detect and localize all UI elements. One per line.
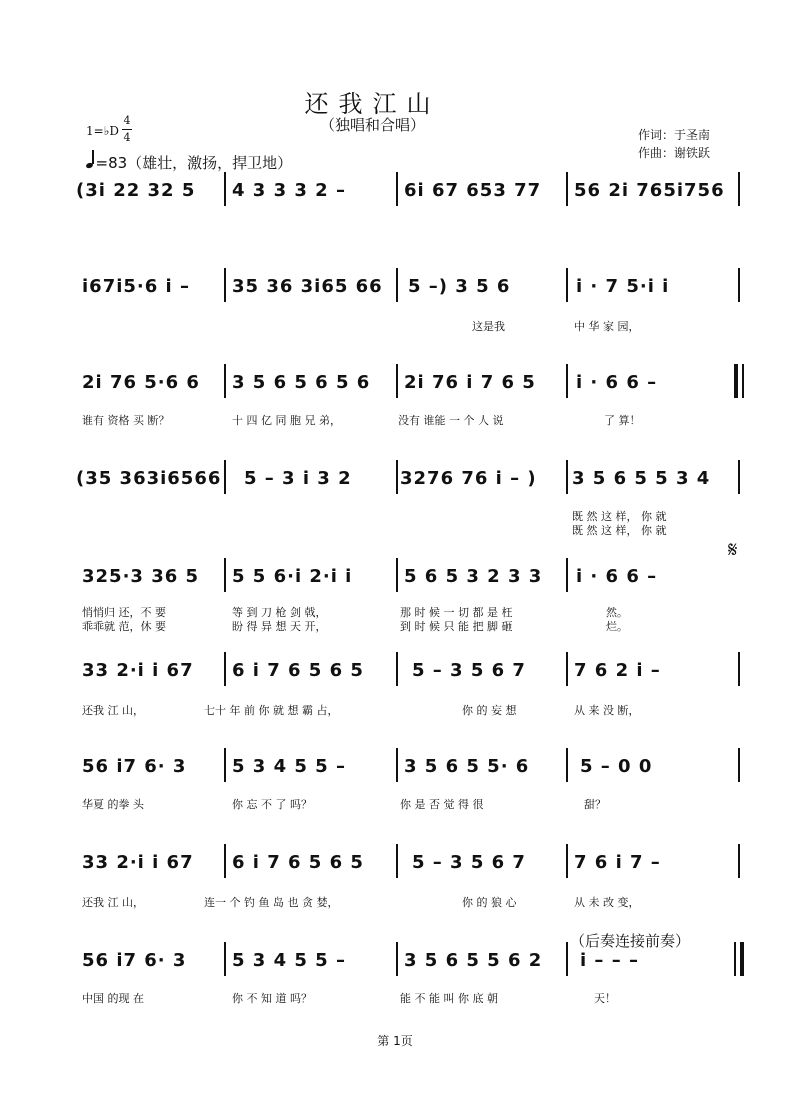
measure: 3276 76 i – ): [400, 468, 537, 489]
time-signature: [122, 114, 132, 145]
end-repeat-thin: [734, 942, 736, 976]
lyric: 能 不 能 叫 你 底 朝: [400, 992, 498, 1005]
lyric: 甜？: [584, 798, 606, 811]
measure: i – – –: [580, 950, 639, 971]
bar-line: [224, 268, 226, 302]
measure: (35 363i6566: [76, 468, 222, 489]
tempo-marking: [86, 152, 292, 173]
lyric: 七十 年 前 你 就 想 霸 占，: [204, 704, 339, 717]
measure: 5 3 4 5 5 –: [232, 756, 346, 777]
bar-line: [566, 652, 568, 686]
measure: 33 2·i i 67: [82, 852, 194, 873]
measure: 56 i7 6· 3: [82, 950, 187, 971]
lyric: 华夏 的拳 头: [82, 798, 144, 811]
measure: 325·3 36 5: [82, 566, 200, 587]
bar-line: [224, 364, 226, 398]
lyric: 你 是 否 觉 得 很: [400, 798, 484, 811]
bar-line: [738, 844, 740, 878]
lyric: 你 忘 不 了 吗？: [232, 798, 312, 811]
lyric: 这是我: [472, 320, 505, 333]
measure: 3 5 6 5 5· 6: [404, 756, 530, 777]
meter-top: 4: [123, 114, 131, 127]
lyric: 盼 得 异 想 天 开，: [232, 620, 327, 633]
measure: 5 – 3 5 6 7: [412, 660, 526, 681]
measure: i · 7 5·i i: [576, 276, 670, 297]
bar-line: [396, 748, 398, 782]
lyric: 烂。: [606, 620, 628, 633]
measure: 3 5 6 5 6 5 6: [232, 372, 371, 393]
bar-line: [396, 558, 398, 592]
bar-line: [738, 172, 740, 206]
measure: 5 – 3 5 6 7: [412, 852, 526, 873]
segno-icon: 𝄋: [728, 538, 738, 563]
lyric: 既 然 这 样， 你 就: [572, 524, 667, 537]
measure: 33 2·i i 67: [82, 660, 194, 681]
bar-line: [738, 460, 740, 494]
measure: i · 6 6 –: [576, 566, 658, 587]
measure: 4 3 3 3 2 –: [232, 180, 346, 201]
measure: i · 6 6 –: [576, 372, 658, 393]
measure: 5 3 4 5 5 –: [232, 950, 346, 971]
bar-line: [224, 172, 226, 206]
bar-line: [224, 748, 226, 782]
bar-line: [396, 172, 398, 206]
lyric: 没有 谁能 一 个 人 说: [398, 414, 504, 427]
song-title: 还我江山: [304, 90, 441, 118]
key-signature: 1=♭D: [86, 124, 119, 138]
repeat-bar-thin: [742, 364, 744, 398]
lyric: 天！: [594, 992, 616, 1005]
bar-line: [566, 460, 568, 494]
postlude-instruction: （后奏连接前奏）: [570, 932, 691, 950]
song-subtitle: （独唱和合唱）: [319, 116, 425, 134]
measure: 7 6 i 7 –: [574, 852, 661, 873]
bar-line: [396, 364, 398, 398]
measure: 56 2i 765i756: [574, 180, 725, 201]
lyric: 你 的 狼 心: [462, 896, 517, 909]
bar-line: [738, 268, 740, 302]
tempo-text: =83（雄壮，激扬，捍卫地）: [95, 154, 293, 172]
lyric: 你 不 知 道 吗？: [232, 992, 312, 1005]
lyric: 然。: [606, 606, 628, 619]
composer-credit: 作曲：谢铁跃: [638, 146, 711, 160]
measure: 5 – 3 i 3 2: [244, 468, 352, 489]
measure: 7 6 2 i –: [574, 660, 661, 681]
lyric: 连一 个 钓 鱼 岛 也 贪 婪，: [204, 896, 339, 909]
measure: 5 6 5 3 2 3 3: [404, 566, 543, 587]
bar-line: [396, 268, 398, 302]
bar-line: [396, 652, 398, 686]
bar-line: [566, 844, 568, 878]
lyric: 中国 的现 在: [82, 992, 144, 1005]
bar-line: [738, 748, 740, 782]
measure: 5 5 6·i 2·i i: [232, 566, 353, 587]
lyric: 还我 江 山，: [82, 704, 144, 717]
lyric: 等 到 刀 枪 剑 戟，: [232, 606, 327, 619]
meter-bottom: 4: [123, 131, 131, 144]
lyric: 十 四 亿 同 胞 兄 弟，: [232, 414, 341, 427]
bar-line: [224, 652, 226, 686]
measure: 6i 67 653 77: [404, 180, 542, 201]
measure: 2i 76 i 7 6 5: [404, 372, 536, 393]
bar-line: [566, 172, 568, 206]
bar-line: [224, 558, 226, 592]
lyric: 你 的 妄 想: [462, 704, 517, 717]
lyric: 从 来 没 断，: [574, 704, 640, 717]
bar-line: [566, 364, 568, 398]
bar-line: [738, 652, 740, 686]
measure: 5 –) 3 5 6: [408, 276, 511, 297]
lyric: 还我 江 山，: [82, 896, 144, 909]
lyric: 从 未 改 变，: [574, 896, 640, 909]
lyric: 悄悄归 还，不 要: [82, 606, 166, 619]
bar-line: [566, 748, 568, 782]
bar-line: [566, 558, 568, 592]
measure: 6 i 7 6 5 6 5: [232, 852, 364, 873]
bar-line: [566, 268, 568, 302]
bar-line: [396, 844, 398, 878]
end-repeat-thick: [740, 942, 744, 976]
repeat-bar: [734, 364, 738, 398]
bar-line: [224, 942, 226, 976]
lyricist-credit: 作词：于圣南: [638, 128, 711, 142]
measure: 3 5 6 5 5 6 2: [404, 950, 543, 971]
measure: i67i5·6 i –: [82, 276, 190, 297]
bar-line: [224, 844, 226, 878]
measure: 2i 76 5·6 6: [82, 372, 200, 393]
lyric: 中 华 家 园，: [574, 320, 640, 333]
lyric: 既 然 这 样， 你 就: [572, 510, 667, 523]
measure: 56 i7 6· 3: [82, 756, 187, 777]
lyric: 谁有 资格 买 断？: [82, 414, 170, 427]
bar-line: [396, 460, 398, 494]
bar-line: [396, 942, 398, 976]
measure: (3i 22 32 5: [76, 180, 196, 201]
measure: 6 i 7 6 5 6 5: [232, 660, 364, 681]
bar-line: [566, 942, 568, 976]
bar-line: [224, 460, 226, 494]
measure: 5 – 0 0: [580, 756, 653, 777]
measure: 3 5 6 5 5 3 4: [572, 468, 711, 489]
lyric: 了 算！: [604, 414, 641, 427]
lyric: 到 时 候 只 能 把 脚 砸: [400, 620, 513, 633]
page-number: 第 1页: [377, 1034, 413, 1048]
lyric: 那 时 候 一 切 都 是 枉: [400, 606, 513, 619]
measure: 35 36 3i65 66: [232, 276, 383, 297]
lyric: 乖乖就 范，休 要: [82, 620, 166, 633]
